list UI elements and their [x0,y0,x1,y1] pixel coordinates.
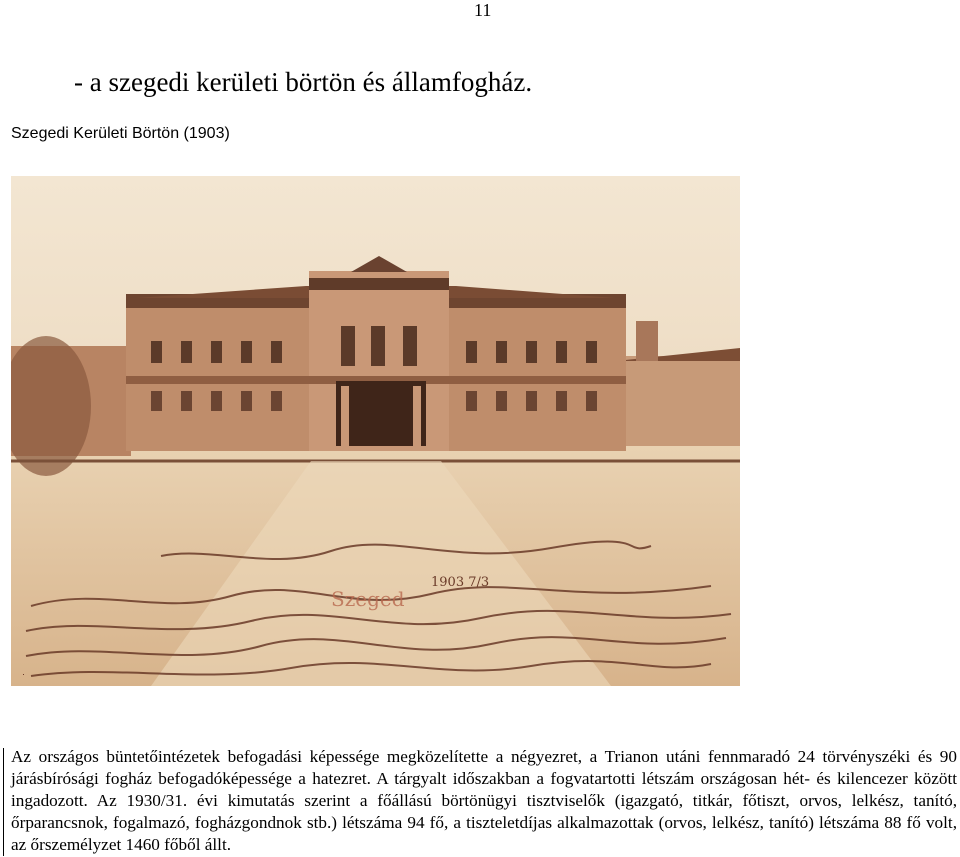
postmark-stamp: Szeged [331,587,405,611]
handwritten-message [23,674,24,675]
photo-caption: Szegedi Kerületi Börtön (1903) [11,125,230,142]
section-heading: - a szegedi kerületi börtön és államfogház. [74,67,533,97]
left-margin-rule [3,748,4,856]
page-number: 11 [474,0,492,20]
body-paragraph: Az országos büntetőintézetek befogadási képessége megközelítette a négyezret, a Trianon utáni fennmaradó 24 törvényszéki és 90 járásbírósági fogház befogadóképessége a hatezret. A tárgyalt időszakban a fogvatartotti létszám országosan hét- és kilencezer között ingadozott. Az 1930/31. évi kimutatás szerint a főállású börtönügyi tisztviselők (igazgató, titkár, főtiszt, orvos, lelkész, tanító, őrparancsnok, fogalmazó, fogházgondnok stb.) létszáma 94 fő, a tiszteletdíjas alkalmazottak (orvos, lelkész, tanító) létszáma 88 fő volt, az őrszemélyzet 1460 főből állt. [11,747,957,854]
handwritten-date: 1903 7/3 [431,575,490,590]
prison-postcard-photo [11,176,740,686]
